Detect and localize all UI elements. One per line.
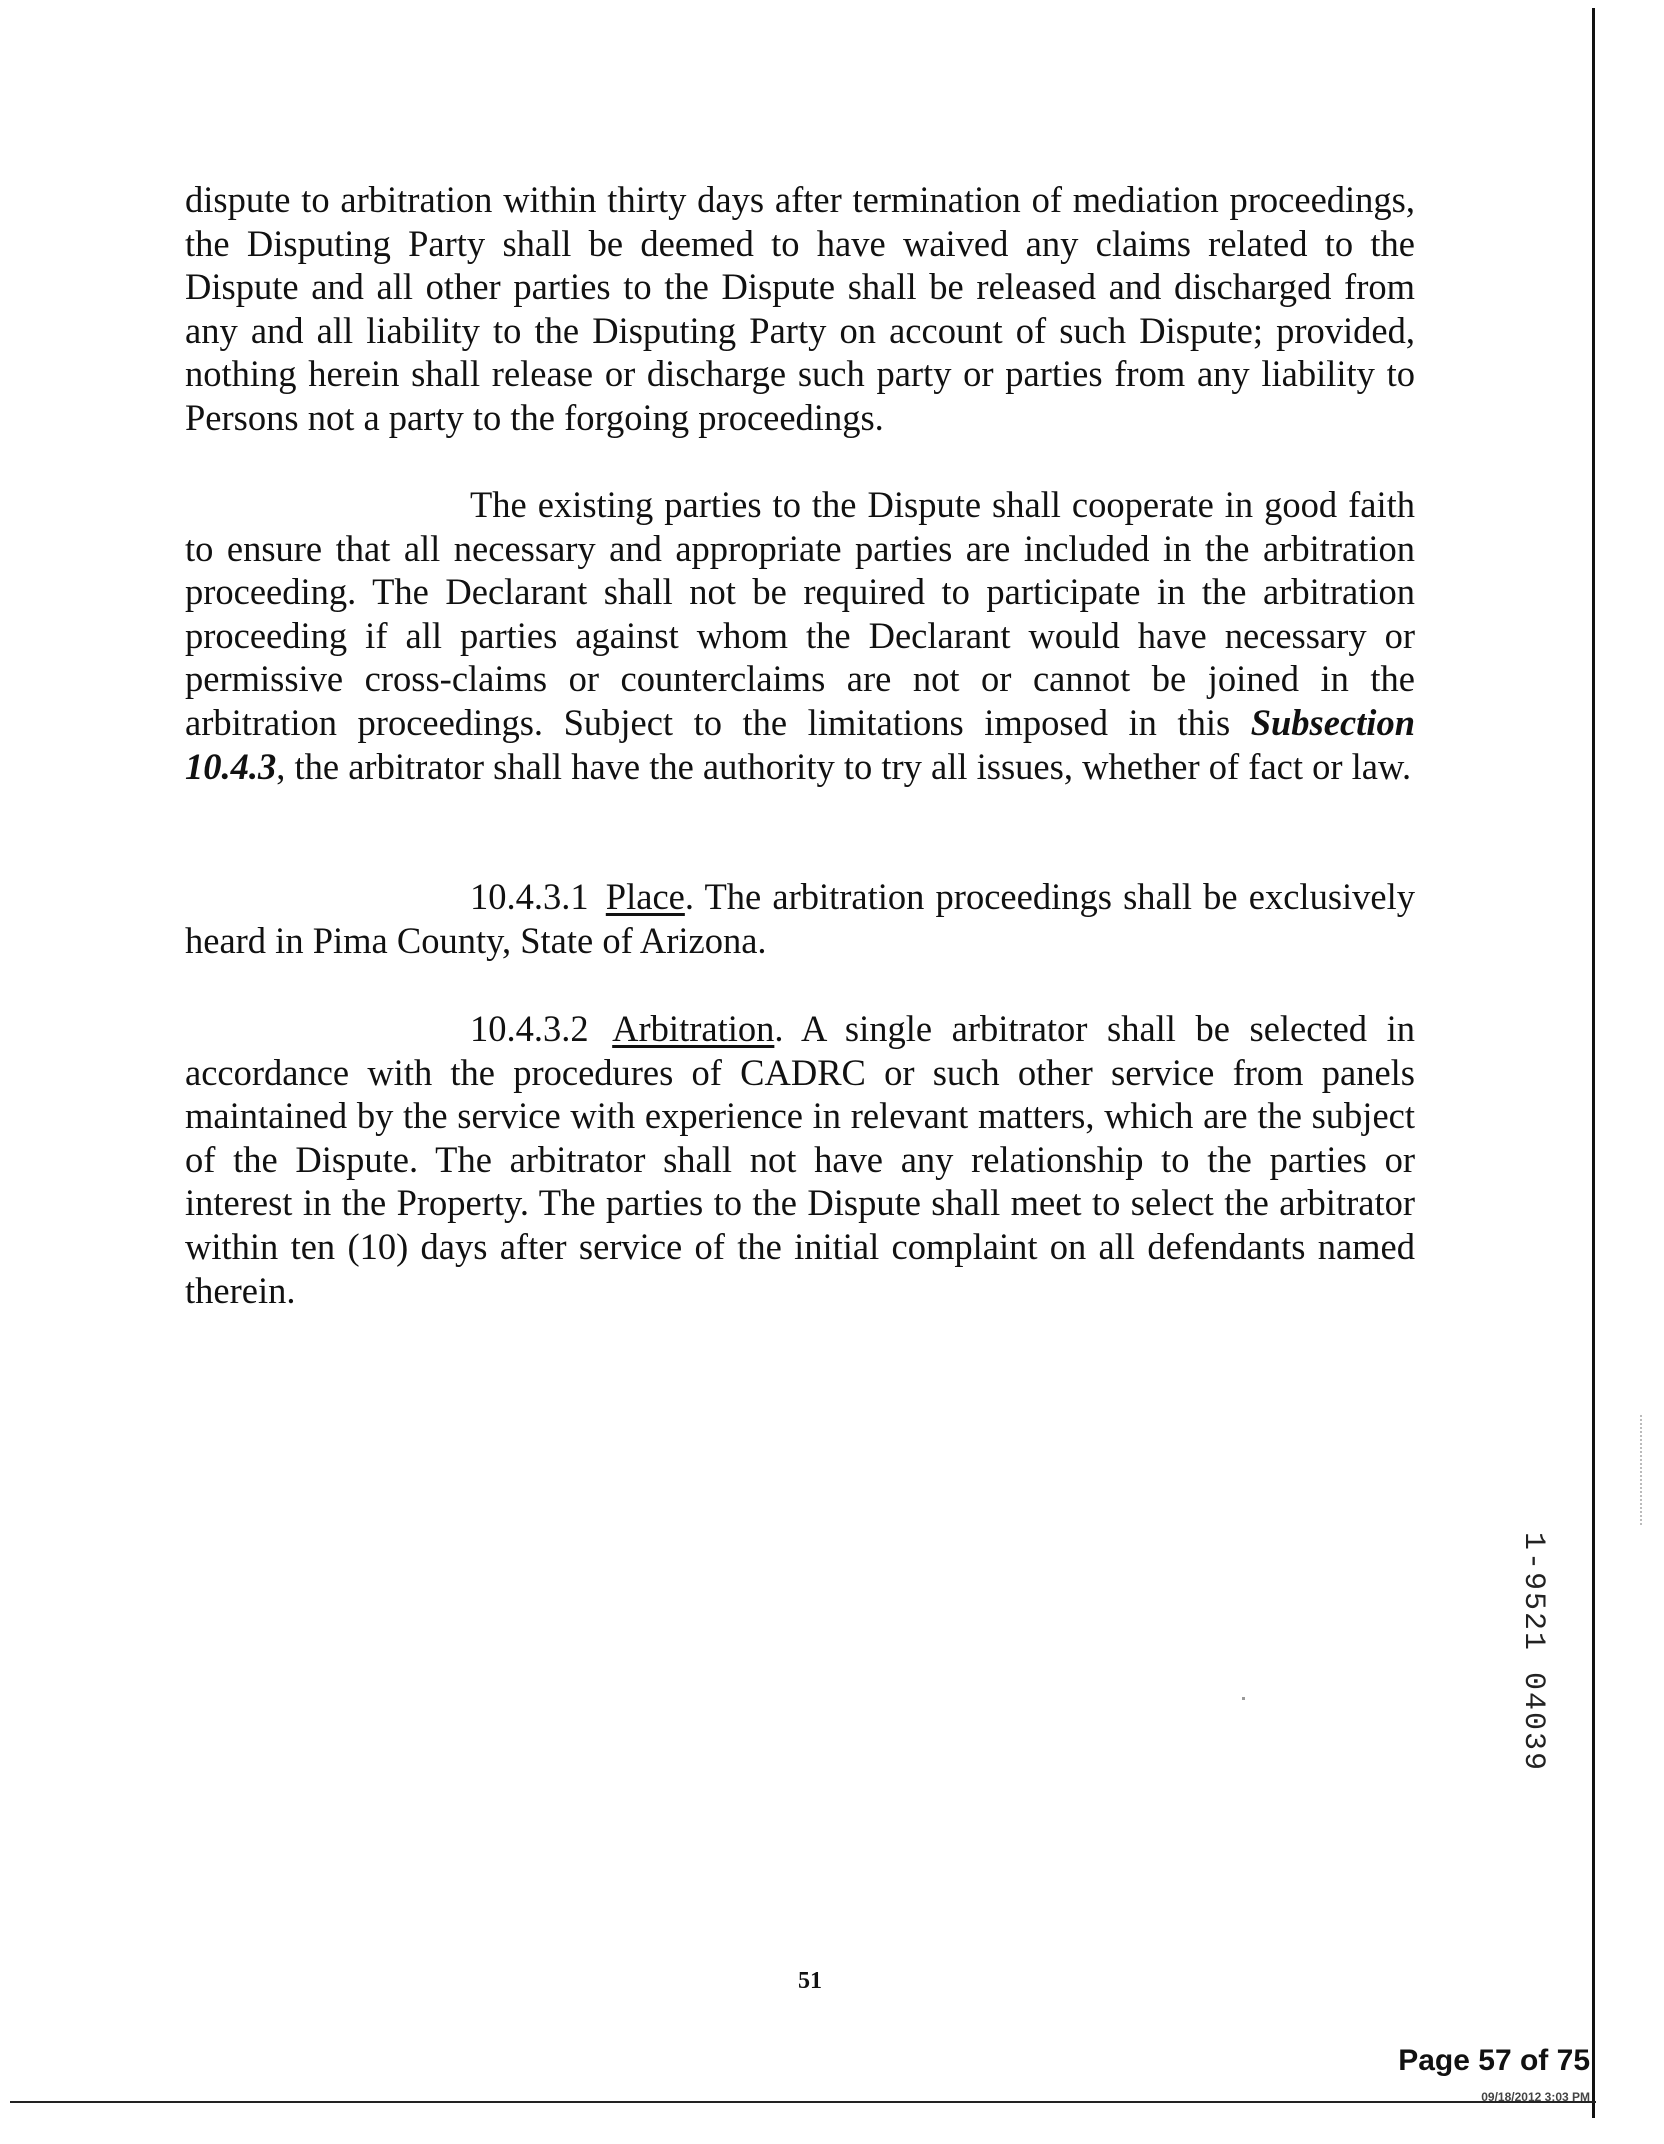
subsection-reference: Subsection 10.4.3 (185, 701, 1415, 787)
section-arbitration (185, 1007, 1415, 1312)
paragraph-2 (185, 483, 1415, 788)
paragraph-2-text-b: , the arbitrator shall have the authority to try all issues, whether of fact or law. (276, 745, 1412, 787)
paragraph-2-text-a: The existing parties to the Dispute shall cooperate in good faith to ensure that all necessary and appropriate parties are included in the arbitration proceeding. The Declarant shall not be required to participate in the arbitration proceeding if all parties against whom the Declarant would have necessary or permissive cross-claims or counterclaims are not or cannot be joined in the arbitration proceedings. Subject to the limitations imposed in this (185, 484, 1415, 743)
page-of-total: Page 57 of 75 (1398, 2044, 1590, 2077)
section-number: 10.4.3.1 (470, 876, 589, 917)
paragraph-1: dispute to arbitration within thirty days after termination of mediation proceedings, the Disputing Party shall be deemed to have waived any claims related to the Dispute and all other parties to the Dispute shall be released and discharged from any and all liability to the Disputing Party on account of such Dispute; provided, nothing herein shall release or discharge such party or parties from any liability to Persons not a party to the forgoing proceedings. (185, 179, 1415, 438)
section-heading: Place (605, 876, 685, 917)
section-number: 10.4.3.2 (470, 1008, 589, 1049)
section-heading: Arbitration (612, 1008, 775, 1049)
recording-stamp: 1-9521 04039 (1516, 1532, 1550, 1773)
section-text: . A single arbitrator shall be selected in accordance with the procedures of CADRC or such other service from panels maintained by the service with experience in relevant matters, which are the subject of the Dispute. The arbitrator shall not have any relationship to the parties or interest in the Property. The parties to the Dispute shall meet to select the arbitrator within ten (10) days after service of the initial complaint on all defendants named therein. (185, 1008, 1415, 1311)
page-number: 51 (798, 1968, 822, 1994)
footer-timestamp: 09/18/2012 3:03 PM (1481, 2090, 1590, 2104)
section-text: . The arbitration proceedings shall be exclusively heard in Pima County, State of Arizona. (185, 876, 1416, 961)
scan-edge-marks (1640, 1415, 1642, 1525)
section-place (185, 875, 1415, 962)
right-border-line (1592, 8, 1595, 2118)
scan-speck (1242, 1697, 1245, 1700)
